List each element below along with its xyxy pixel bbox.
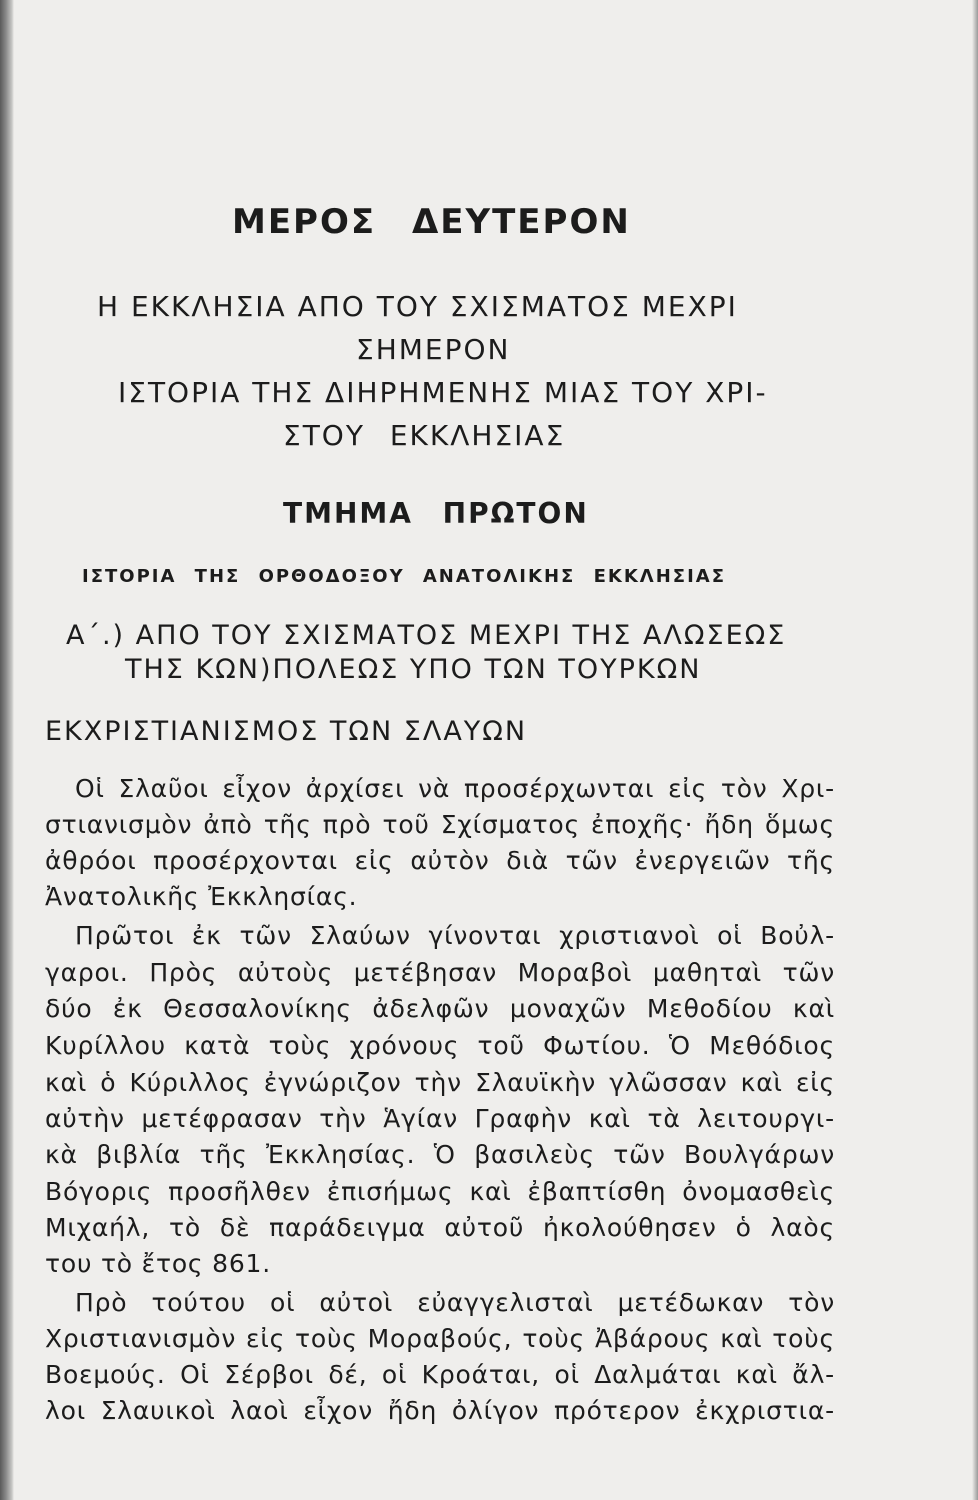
chapter-line-2: ΤΗΣ ΚΩΝ)ΠΟΛΕΩΣ ΥΠΟ ΤΩΝ ΤΟΥΡΚΩΝ <box>125 654 702 685</box>
topic-heading: ΕΚΧΡΙΣΤΙΑΝΙΣΜΟΣ ΤΩΝ ΣΛΑΥΩΝ <box>45 716 528 747</box>
text-line: Πρὸ τούτου οἱ αὐτοὶ εὐαγγελισταὶ μετέδωκαν τὸν <box>75 1288 835 1317</box>
page-binding-shadow <box>0 0 14 1500</box>
text-line: Χριστιανισμὸν εἰς τοὺς Μοραβούς, τοὺς Ἀβάρους καὶ τοὺς <box>45 1324 835 1353</box>
subtitle-line-3: ΙΣΤΟΡΙΑ ΤΗΣ ΔΙΗΡΗΜΕΝΗΣ ΜΙΑΣ ΤΟΥ ΧΡΙ- <box>118 376 768 409</box>
text-line: Κυρίλλου κατὰ τοὺς χρόνους τοῦ Φωτίου. Ὁ Μεθόδιος <box>45 1031 835 1060</box>
text-line: Βόγορις προσῆλθεν ἐπισήμως καὶ ἐβαπτίσθη ὀνομασθεὶς <box>45 1177 835 1206</box>
text-line: λοι Σλαυικοὶ λαοὶ εἶχον ἤδη ὀλίγον πρότερον ἐκχριστια- <box>45 1396 835 1425</box>
text-line: του τὸ ἔτος 861. <box>45 1249 271 1278</box>
part-title: ΜΕΡΟΣ ΔΕΥΤΕΡΟΝ <box>232 202 631 242</box>
subtitle-line-1: Η ΕΚΚΛΗΣΙΑ ΑΠΟ ΤΟΥ ΣΧΙΣΜΑΤΟΣ ΜΕΧΡΙ <box>97 290 738 323</box>
text-line: Οἱ Σλαῦοι εἶχον ἀρχίσει νὰ προσέρχωνται εἰς τὸν Χρι- <box>75 774 835 803</box>
text-line: Ἀνατολικῆς Ἐκκλησίας. <box>45 882 358 911</box>
text-line: Μιχαήλ, τὸ δὲ παράδειγμα αὐτοῦ ἠκολούθησεν ὁ λαὸς <box>45 1213 835 1242</box>
text-line: αὐτὴν μετέφρασαν τὴν Ἁγίαν Γραφὴν καὶ τὰ λειτουργι- <box>45 1104 835 1133</box>
section-title: ΤΜΗΜΑ ΠΡΩΤΟΝ <box>283 497 589 530</box>
text-line: κὰ βιβλία τῆς Ἐκκλησίας. Ὁ βασιλεὺς τῶν Βουλγάρων <box>45 1140 835 1169</box>
page-edge-shadow <box>972 0 978 1500</box>
text-line: γαροι. Πρὸς αὐτοὺς μετέβησαν Μοραβοὶ μαθηταὶ τῶν <box>45 958 835 987</box>
text-line: στιανισμὸν ἀπὸ τῆς πρὸ τοῦ Σχίσματος ἐποχῆς· ἤδη ὅμως <box>45 810 835 839</box>
text-line: Βοεμούς. Οἱ Σέρβοι δέ, οἱ Κροάται, οἱ Δαλμάται καὶ ἄλ- <box>45 1360 835 1389</box>
text-line: Πρῶτοι ἐκ τῶν Σλαύων γίνονται χριστιανοὶ οἱ Βοὐλ- <box>75 921 835 950</box>
text-line: ἀθρόοι προσέρχονται εἰς αὐτὸν διὰ τῶν ἐνεργειῶν τῆς <box>45 846 835 875</box>
subtitle-line-2: ΣΗΜΕΡΟΝ <box>356 333 511 366</box>
section-subtitle: ΙΣΤΟΡΙΑ ΤΗΣ ΟΡΘΟΔΟΞΟΥ ΑΝΑΤΟΛΙΚΗΣ ΕΚΚΛΗΣΙΑΣ <box>82 566 726 587</box>
subtitle-line-4: ΣΤΟΥ ΕΚΚΛΗΣΙΑΣ <box>283 419 566 452</box>
text-line: δύο ἐκ Θεσσαλονίκης ἀδελφῶν μοναχῶν Μεθοδίου καὶ <box>45 994 835 1023</box>
chapter-line-1: Α΄.) ΑΠΟ ΤΟΥ ΣΧΙΣΜΑΤΟΣ ΜΕΧΡΙ ΤΗΣ ΑΛΩΣΕΩΣ <box>66 620 787 651</box>
text-line: καὶ ὁ Κύριλλος ἐγνώριζον τὴν Σλαυϊκὴν γλῶσσαν καὶ εἰς <box>45 1068 835 1097</box>
